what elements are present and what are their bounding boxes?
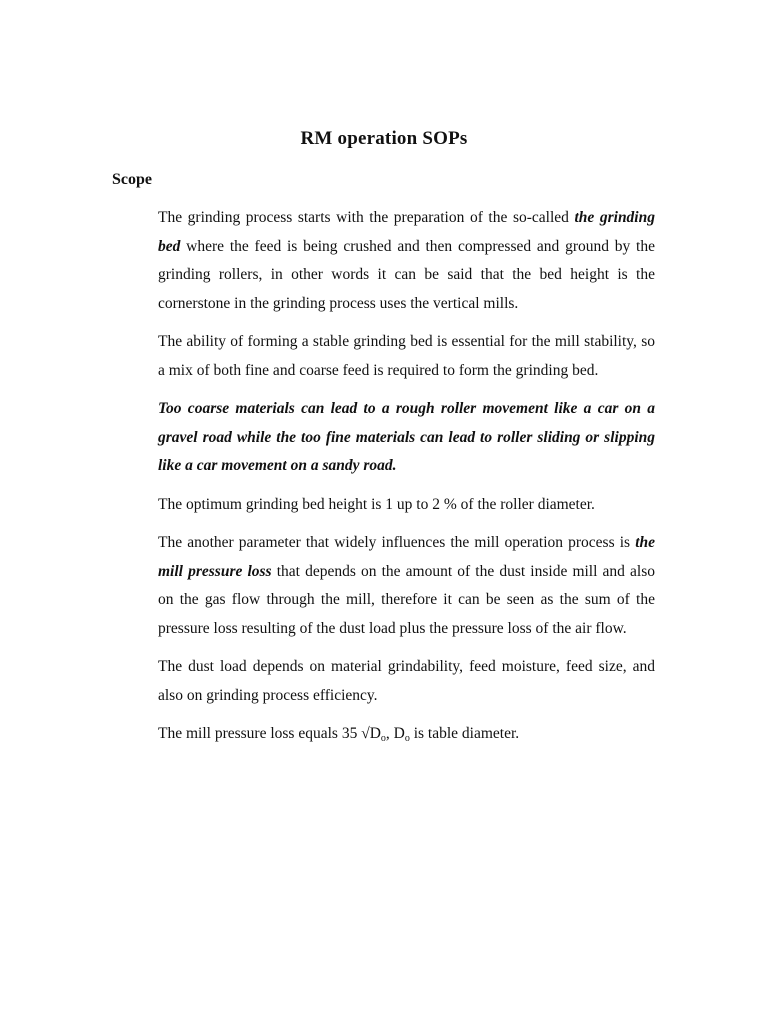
emphasis-grinding-bed: the grinding bed [158, 209, 655, 255]
paragraph-optimum-bed-height: The optimum grinding bed height is 1 up to 2 % of the roller diameter. [158, 495, 595, 513]
paragraph-text: The another parameter that widely influences the mill operation process is [158, 534, 636, 551]
document-title: RM operation SOPs [300, 128, 468, 149]
paragraph-dust-load: The dust load depends on material grindability, feed moisture, feed size, and also on grinding process efficiency. [158, 658, 655, 704]
section-heading-scope: Scope [112, 171, 152, 188]
paragraph-grinding-bed [158, 204, 655, 318]
formula-text: The mill pressure loss equals 35 √D [158, 725, 381, 742]
paragraph-pressure-formula [158, 720, 655, 749]
paragraph-coarse-fine-warning: Too coarse materials can lead to a rough roller movement like a car on a gravel road while the too fine materials can lead to roller sliding or slipping like a car movement on a sandy road. [158, 400, 655, 474]
paragraph-text: The grinding process starts with the preparation of the so-called [158, 209, 575, 226]
subscript: o [380, 733, 386, 744]
paragraph-text: where the feed is being crushed and then compressed and ground by the grinding rollers, in other words it can be said that the bed height is the cornerstone in the grinding process uses the vertical mills. [158, 237, 655, 312]
subscript: o [404, 733, 410, 744]
paragraph-stable-bed: The ability of forming a stable grinding bed is essential for the mill stability, so a mix of both fine and coarse feed is required to form the grinding bed. [158, 333, 655, 379]
paragraph-pressure-loss [158, 529, 655, 643]
formula-text: is table diameter. [409, 725, 520, 742]
emphasis-mill-pressure-loss: the mill pressure loss [158, 534, 655, 580]
document-body [158, 204, 655, 749]
paragraph-text: that depends on the amount of the dust inside mill and also on the gas flow through the mill, therefore it can be seen as the sum of the pressure loss resulting of the dust load plus the pressure loss of the air flow. [158, 562, 655, 637]
formula-text: , D [385, 725, 405, 742]
